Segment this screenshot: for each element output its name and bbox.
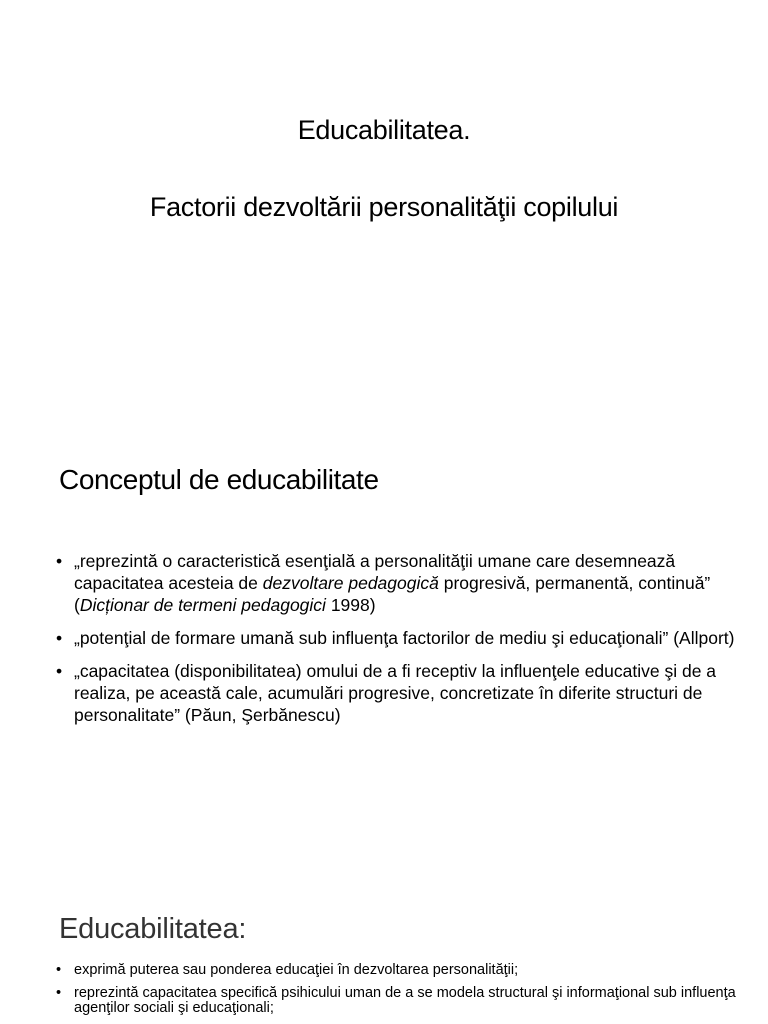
page-subtitle: Factorii dezvoltării personalităţii copilului	[149, 192, 619, 222]
bullet-marker: •	[56, 661, 63, 681]
bullet-marker: •	[56, 628, 63, 648]
page-title: Educabilitatea.	[297, 115, 471, 145]
bullet-text: „reprezintă o caracteristică esenţială a personalităţii umane care desemnează capacitatea acesteia de	[74, 551, 676, 593]
list-item	[56, 963, 746, 978]
bullet-marker: •	[56, 551, 63, 571]
list-item	[56, 627, 746, 649]
bullet-text: „capacitatea (disponibilitatea) omului de a fi receptiv la influenţele educative şi de a realiza, pe această cale, acumulări progresive, concretizate în diferite structuri de personalitate” (Păun, Şerbănescu)	[74, 661, 717, 725]
bullet-marker: •	[56, 962, 62, 978]
title-slide	[0, 0, 768, 432]
bullet-italic-term: dezvoltare pedagogică	[262, 573, 439, 593]
bullet-marker: •	[56, 985, 62, 1001]
section-heading-educability: Educabilitatea:	[59, 913, 247, 945]
bullet-text: „potenţial de formare umană sub influenţa factorilor de mediu şi educaţionali” (Allport)	[74, 628, 735, 648]
list-item	[56, 550, 746, 616]
educability-bullet-list	[56, 963, 746, 1024]
bullet-text: exprimă puterea sau ponderea educaţiei în dezvoltarea personalităţii;	[74, 962, 519, 978]
list-item	[56, 660, 746, 726]
list-item	[56, 986, 746, 1016]
bullet-text: reprezintă capacitatea specifică psihicului uman de a se modela structural şi informaţional sub influenţa agenţilor sociali şi educaţionali;	[74, 985, 736, 1016]
bullet-text: 1998)	[325, 595, 376, 615]
bullet-italic-source: Dicționar de termeni pedagogici	[79, 595, 326, 615]
section-heading-concept: Conceptul de educabilitate	[59, 464, 379, 495]
concept-bullet-list	[56, 550, 746, 737]
bullet-text: progresivă, permanentă, continuă” (	[74, 573, 711, 615]
